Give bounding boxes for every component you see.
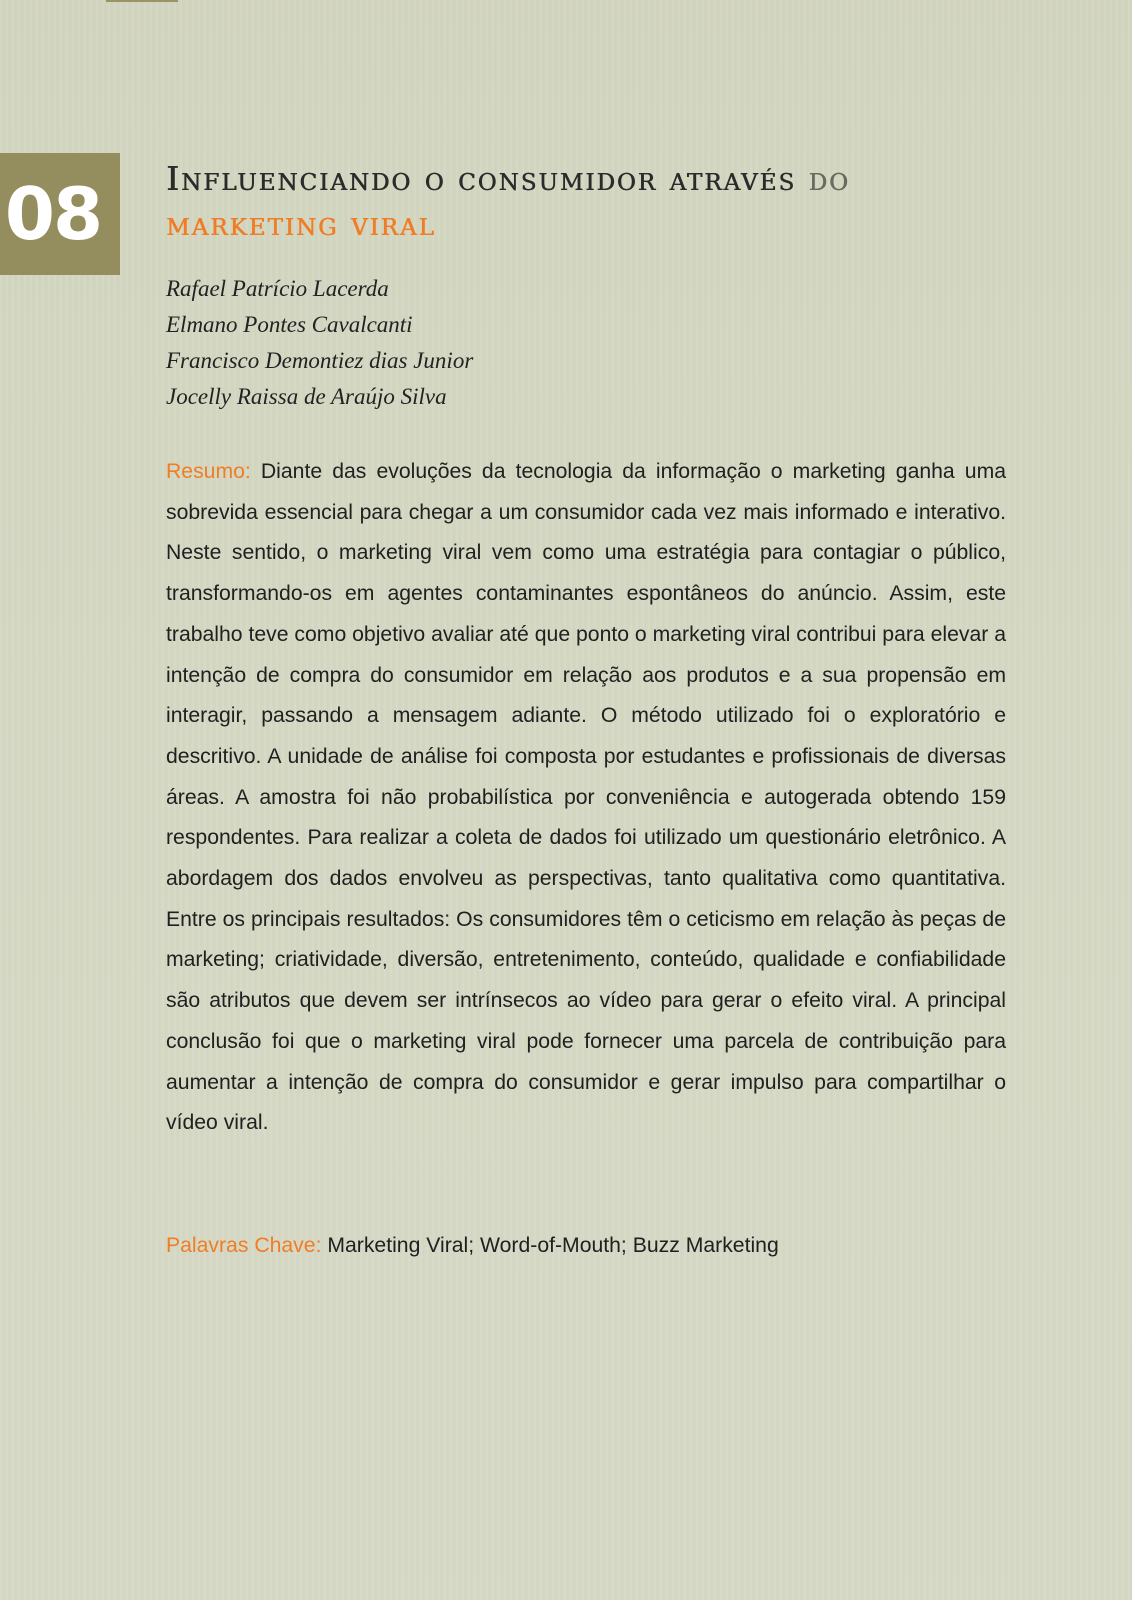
author-name: Francisco Demontiez dias Junior	[166, 348, 474, 373]
author-name: Jocelly Raissa de Araújo Silva	[166, 384, 447, 409]
chapter-title-connector: do	[808, 159, 850, 198]
chapter-title	[166, 156, 1036, 246]
keywords-line	[166, 1231, 1006, 1261]
chapter-number: 08	[4, 172, 102, 256]
chapter-number-badge	[0, 153, 120, 275]
keywords-text: Marketing Viral; Word-of-Mouth; Buzz Marketing	[327, 1234, 779, 1257]
abstract-paragraph	[166, 452, 1006, 1144]
author-name: Rafael Patrício Lacerda	[166, 276, 389, 301]
keywords-label: Palavras Chave:	[166, 1234, 322, 1257]
chapter-title-main: Influenciando o consumidor através	[166, 159, 797, 198]
author-list	[166, 271, 866, 415]
abstract-label: Resumo:	[166, 460, 251, 483]
abstract-text: Diante das evoluções da tecnologia da informação o marketing ganha uma sobrevida essencial para chegar a um consumidor cada vez mais informado e interativo. Neste sentido, o marketing viral vem como uma estratégia para contagiar o público, transformando-os em agentes contaminantes espontâneos do anúncio. Assim, este trabalho teve como objetivo avaliar até que ponto o marketing viral contribui para elevar a intenção de compra do consumidor em relação aos produtos e a sua propensão em interagir, passando a mensagem adiante. O método utilizado foi o exploratório e descritivo. A unidade de análise foi composta por estudantes e profissionais de diversas áreas. A amostra foi não probabilística por conveniência e autogerada obtendo 159 respondentes. Para realizar a coleta de dados foi utilizado um questionário eletrônico. A abordagem dos dados envolveu as perspectivas, tanto qualitativa como quantitativa. Entre os principais resultados: Os consumidores têm o ceticismo em relação às peças de marketing; criatividade, diversão, entretenimento, conteúdo, qualidade e confiabilidade são atributos que devem ser intrínsecos ao vídeo para gerar o efeito viral. A principal conclusão foi que o marketing viral pode fornecer uma parcela de contribuição para aumentar a intenção de compra do consumidor e gerar impulso para compartilhar o vídeo viral.	[166, 460, 1006, 1135]
author-name: Elmano Pontes Cavalcanti	[166, 312, 413, 337]
chapter-title-highlight: marketing viral	[166, 204, 436, 243]
top-decorative-bar	[106, 0, 178, 2]
